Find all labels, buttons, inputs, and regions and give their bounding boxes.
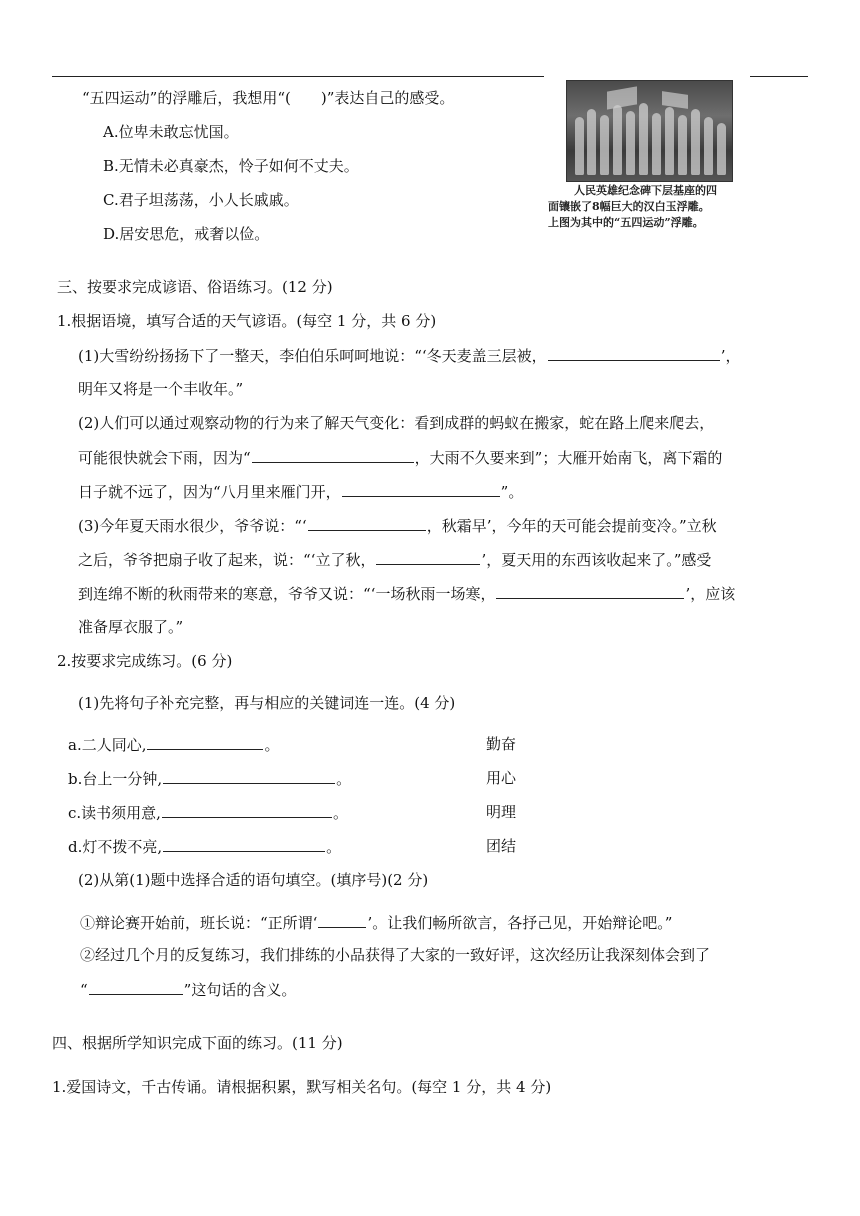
- text: ”这句话的含义。: [183, 980, 297, 999]
- s3-q1-p2-line2: [78, 446, 722, 468]
- text: ’，: [720, 346, 741, 365]
- option-c: C.君子坦荡荡，小人长戚戚。: [103, 191, 299, 209]
- text: 。: [264, 735, 280, 754]
- text: 。: [326, 837, 342, 856]
- keyword-diligent[interactable]: 勤奋: [486, 735, 517, 753]
- s3-q1-p3-line2: [78, 548, 711, 570]
- top-rule-left: [52, 76, 544, 77]
- text: c.读书须用意,: [68, 803, 161, 822]
- answer-blank[interactable]: [318, 911, 366, 928]
- answer-blank[interactable]: [376, 548, 480, 565]
- image-caption-line-1: 人民英雄纪念碑下层基座的四: [574, 184, 717, 197]
- answer-blank[interactable]: [147, 733, 263, 750]
- match-item-d: [68, 835, 341, 857]
- option-a: A.位卑未敢忘忧国。: [103, 123, 239, 141]
- text: ”。: [500, 482, 524, 501]
- text: 之后，爷爷把扇子收了起来，说：“‘立了秋，: [78, 550, 376, 569]
- answer-blank[interactable]: [252, 446, 414, 463]
- s3-q2-sub1: (1)先将句子补充完整，再与相应的关键词连一连。(4 分): [78, 694, 456, 712]
- text: 到连绵不断的秋雨带来的寒意，爷爷又说：“‘一场秋雨一场寒，: [78, 584, 496, 603]
- text: ’，应该: [685, 584, 736, 603]
- text: ’，夏天用的东西该收起来了。”感受: [481, 550, 712, 569]
- match-item-c: [68, 801, 348, 823]
- s3-q2-sentence2-line1: ②经过几个月的反复练习，我们排练的小品获得了大家的一致好评，这次经历让我深刻体会到了: [80, 946, 711, 964]
- keyword-attentive[interactable]: 用心: [486, 769, 517, 787]
- top-rule-right: [750, 76, 808, 77]
- s3-q1-p3-line3: [78, 582, 735, 604]
- answer-blank[interactable]: [162, 801, 332, 818]
- text: a.二人同心,: [68, 735, 147, 754]
- section4-heading: 四、根据所学知识完成下面的练习。(11 分): [52, 1034, 343, 1052]
- s3-q2-sentence1: [80, 911, 672, 933]
- text: 日子就不远了，因为“八月里来雁门开，: [78, 482, 341, 501]
- section3-heading: 三、按要求完成谚语、俗语练习。(12 分): [57, 278, 333, 296]
- text: ①辩论赛开始前，班长说：“正所谓‘: [80, 913, 318, 932]
- text: ，大雨不久要来到”；大雁开始南飞，离下霜的: [414, 448, 723, 467]
- s3-q2-sub2: (2)从第(1)题中选择合适的语句填空。(填序号)(2 分): [78, 871, 429, 889]
- s3-q2-sentence2-line2: [80, 978, 296, 1000]
- text: ’。让我们畅所欲言，各抒己见，开始辩论吧。”: [367, 913, 673, 932]
- question-stem: “五四运动”的浮雕后，我想用“( )”表达自己的感受。: [82, 89, 455, 107]
- s3-q1-p2-line3: [78, 480, 523, 502]
- answer-blank[interactable]: [496, 582, 684, 599]
- text: “: [80, 980, 88, 999]
- image-caption-line-3: 上图为其中的“五四运动”浮雕。: [548, 216, 704, 229]
- answer-blank[interactable]: [308, 514, 426, 531]
- answer-blank[interactable]: [163, 767, 335, 784]
- text: d.灯不拨不亮,: [68, 837, 163, 856]
- text: 可能很快就会下雨，因为“: [78, 448, 251, 467]
- answer-blank[interactable]: [89, 978, 183, 995]
- image-caption-line-2: 面镶嵌了8幅巨大的汉白玉浮雕。: [548, 200, 710, 213]
- text: b.台上一分钟,: [68, 769, 163, 788]
- text: 。: [336, 769, 352, 788]
- text: (3)今年夏天雨水很少，爷爷说：“‘: [78, 516, 307, 535]
- option-b: B.无情未必真豪杰，怜子如何不丈夫。: [103, 157, 359, 175]
- s3-q1-p3-line1: [78, 514, 717, 536]
- s4-q1-title: 1.爱国诗文，千古传诵。请根据积累，默写相关名句。(每空 1 分，共 4 分): [52, 1078, 552, 1096]
- s3-q1-p1-line1: [78, 344, 740, 366]
- keyword-unity[interactable]: 团结: [486, 837, 517, 855]
- match-item-b: [68, 767, 351, 789]
- s3-q2-title: 2.按要求完成练习。(6 分): [57, 652, 233, 670]
- answer-blank[interactable]: [342, 480, 500, 497]
- s3-q1-p1-line2: 明年又将是一个丰收年。”: [78, 380, 244, 398]
- may-fourth-relief-image: [566, 80, 733, 182]
- keyword-reason[interactable]: 明理: [486, 803, 517, 821]
- s3-q1-p2-line1: (2)人们可以通过观察动物的行为来了解天气变化：看到成群的蚂蚁在搬家，蛇在路上爬来爬去，: [78, 414, 715, 432]
- text: (1)大雪纷纷扬扬下了一整天，李伯伯乐呵呵地说：“‘冬天麦盖三层被，: [78, 346, 547, 365]
- text: 。: [332, 803, 348, 822]
- s3-q1-title: 1.根据语境，填写合适的天气谚语。(每空 1 分，共 6 分): [57, 312, 437, 330]
- answer-blank[interactable]: [163, 835, 325, 852]
- s3-q1-p3-line4: 准备厚衣服了。”: [78, 618, 184, 636]
- option-d: D.居安思危，戒奢以俭。: [103, 225, 270, 243]
- text: ，秋霜早’，今年的天可能会提前变冷。”立秋: [426, 516, 717, 535]
- answer-blank[interactable]: [548, 344, 720, 361]
- match-item-a: [68, 733, 280, 755]
